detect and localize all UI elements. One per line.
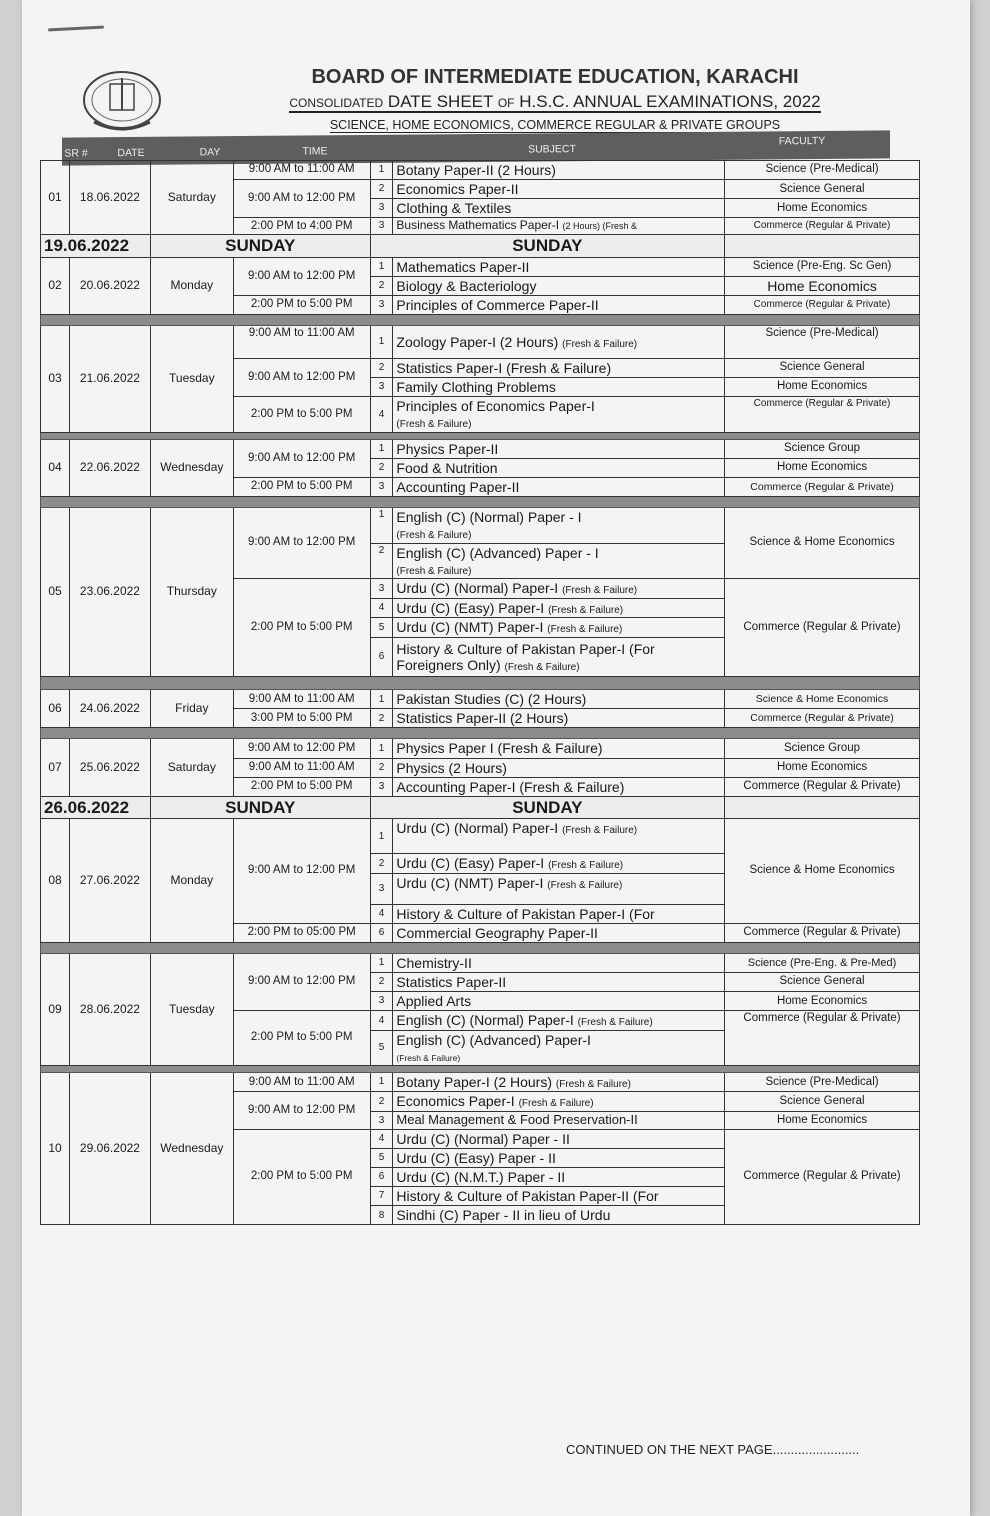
subject-note: (2 Hours) (Fresh & bbox=[562, 221, 637, 232]
table-row bbox=[41, 161, 920, 180]
faculty-cell: Commerce (Regular & Private) bbox=[725, 477, 920, 496]
col-subject: SUBJECT bbox=[528, 143, 576, 156]
day-cell: Wednesday bbox=[150, 439, 233, 496]
faculty-cell: Home Economics bbox=[725, 992, 920, 1011]
paper-number: 4 bbox=[370, 598, 393, 618]
separator-row bbox=[41, 432, 920, 439]
subject-cell: Urdu (C) (Normal) Paper - II bbox=[393, 1129, 725, 1148]
faculty-cell: Commerce (Regular & Private) bbox=[725, 295, 920, 314]
subject-text: Urdu (C) (NMT) Paper-I bbox=[396, 619, 544, 636]
paper-number: 2 bbox=[370, 180, 393, 199]
subject-cell: Pakistan Studies (C) (2 Hours) bbox=[393, 690, 725, 709]
faculty-cell: Science & Home Economics bbox=[725, 507, 920, 578]
paper-number: 1 bbox=[370, 1072, 393, 1092]
table-row bbox=[41, 325, 920, 358]
time-cell: 9:00 AM to 12:00 PM bbox=[233, 439, 370, 477]
groups-text: SCIENCE, HOME ECONOMICS, COMMERCE REGULAR & PRIVATE GROUPS bbox=[329, 118, 781, 132]
sr-cell: 01 bbox=[41, 161, 70, 235]
sunday-subject: SUNDAY bbox=[370, 796, 724, 819]
time-cell: 9:00 AM to 11:00 AM bbox=[233, 758, 370, 777]
subject-note: (Fresh & Failure) bbox=[396, 419, 472, 431]
subject-cell: Mathematics Paper-II bbox=[393, 257, 725, 276]
exam-title bbox=[120, 92, 990, 112]
paper-number: 3 bbox=[370, 378, 393, 397]
separator-row bbox=[41, 1065, 920, 1072]
faculty-cell: Commerce (Regular & Private) bbox=[725, 397, 920, 433]
separator-row bbox=[41, 496, 920, 507]
subject-cell bbox=[393, 854, 725, 874]
subject-note: (Fresh & Failure) bbox=[547, 624, 623, 636]
date-cell: 21.06.2022 bbox=[70, 325, 151, 432]
subject-note: (Fresh & Failure) bbox=[548, 604, 624, 616]
paper-number: 4 bbox=[370, 904, 393, 923]
faculty-cell: Commerce (Regular & Private) bbox=[725, 218, 920, 235]
time-cell: 2:00 PM to 5:00 PM bbox=[233, 295, 370, 314]
subject-text: Zoology Paper-I (2 Hours) bbox=[396, 333, 559, 350]
paper-number: 3 bbox=[370, 295, 393, 314]
paper-number: 5 bbox=[370, 1148, 393, 1167]
faculty-cell: Science General bbox=[725, 358, 920, 377]
subject-cell bbox=[393, 1092, 725, 1112]
paper-number: 3 bbox=[370, 777, 393, 796]
faculty-cell: Science Group bbox=[725, 739, 920, 758]
subject-cell bbox=[393, 618, 725, 638]
subject-text: English (C) (Advanced) Paper - I bbox=[396, 544, 599, 561]
paper-number: 1 bbox=[370, 507, 393, 543]
paper-number: 1 bbox=[370, 819, 393, 854]
subject-text: Urdu (C) (Easy) Paper-I bbox=[396, 855, 545, 872]
subject-text: Economics Paper-I bbox=[396, 1093, 515, 1110]
date-cell: 24.06.2022 bbox=[70, 690, 151, 728]
paper-number: 3 bbox=[370, 218, 393, 235]
subject-cell: Botany Paper-II (2 Hours) bbox=[393, 161, 725, 180]
paper-number: 1 bbox=[370, 690, 393, 709]
separator-row bbox=[41, 728, 920, 739]
col-faculty: FACULTY bbox=[778, 134, 826, 148]
exam-label: H.S.C. ANNUAL EXAMINATIONS, 2022 bbox=[519, 92, 821, 111]
sr-cell: 03 bbox=[41, 325, 70, 432]
date-cell: 23.06.2022 bbox=[70, 507, 151, 676]
paper-number: 2 bbox=[370, 758, 393, 777]
paper-number: 7 bbox=[370, 1187, 393, 1206]
subject-cell: Accounting Paper-II bbox=[393, 477, 725, 496]
paper-number: 6 bbox=[370, 923, 393, 942]
subject-cell bbox=[393, 543, 725, 579]
time-cell: 9:00 AM to 11:00 AM bbox=[233, 161, 370, 180]
time-cell: 9:00 AM to 12:00 PM bbox=[233, 819, 370, 924]
subject-cell: Statistics Paper-II bbox=[393, 973, 725, 992]
date-sheet-table bbox=[40, 160, 920, 1225]
faculty-cell: Home Economics bbox=[725, 1111, 920, 1129]
subject-cell: Statistics Paper-II (2 Hours) bbox=[393, 709, 725, 728]
board-title: BOARD OF INTERMEDIATE EDUCATION, KARACHI bbox=[311, 66, 799, 88]
time-cell: 2:00 PM to 5:00 PM bbox=[233, 579, 370, 677]
subject-cell bbox=[393, 1072, 725, 1092]
paper-number: 4 bbox=[370, 1129, 393, 1148]
paper-number: 4 bbox=[370, 1011, 393, 1031]
sunday-faculty bbox=[725, 796, 920, 819]
table-row bbox=[41, 257, 920, 276]
faculty-cell: Home Economics bbox=[725, 276, 920, 295]
faculty-cell: Home Economics bbox=[725, 458, 920, 477]
paper-number: 2 bbox=[370, 358, 393, 377]
day-cell: Saturday bbox=[150, 739, 233, 796]
paper-number: 3 bbox=[370, 1111, 393, 1129]
subject-text: Botany Paper-I (2 Hours) bbox=[396, 1073, 553, 1090]
separator-cell bbox=[41, 432, 920, 439]
faculty-cell: Commerce (Regular & Private) bbox=[725, 1011, 920, 1066]
subject-text: Urdu (C) (Normal) Paper-I bbox=[396, 820, 559, 837]
paper-number: 2 bbox=[370, 543, 393, 579]
paper-number: 2 bbox=[370, 1092, 393, 1112]
date-cell: 22.06.2022 bbox=[70, 439, 151, 496]
subject-text: Urdu (C) (Easy) Paper-I bbox=[396, 599, 545, 616]
time-cell: 2:00 PM to 4:00 PM bbox=[233, 218, 370, 235]
subject-cell: Biology & Bacteriology bbox=[393, 276, 725, 295]
col-day: DAY bbox=[199, 146, 221, 159]
separator-row bbox=[41, 942, 920, 953]
time-cell: 9:00 AM to 12:00 PM bbox=[233, 180, 370, 218]
table-row bbox=[41, 739, 920, 758]
table-row bbox=[41, 690, 920, 709]
subject-cell: History & Culture of Pakistan Paper-I (For bbox=[393, 904, 725, 923]
faculty-cell: Home Economics bbox=[725, 758, 920, 777]
date-sheet-label: DATE SHEET bbox=[387, 92, 494, 111]
table-row bbox=[41, 819, 920, 854]
time-cell: 9:00 AM to 12:00 PM bbox=[233, 257, 370, 295]
day-cell: Monday bbox=[150, 257, 233, 314]
paper-number: 2 bbox=[370, 973, 393, 992]
separator-cell bbox=[41, 677, 920, 690]
subject-text: English (C) (Normal) Paper-I bbox=[396, 1012, 574, 1029]
time-cell: 3:00 PM to 5:00 PM bbox=[233, 709, 370, 728]
subject-cell: Urdu (C) (Easy) Paper - II bbox=[393, 1148, 725, 1167]
subject-cell: Physics (2 Hours) bbox=[393, 758, 725, 777]
table-row bbox=[41, 1072, 920, 1092]
day-cell: Tuesday bbox=[150, 325, 233, 432]
continued-note: CONTINUED ON THE NEXT PAGE........................ bbox=[566, 1442, 860, 1457]
faculty-cell: Commerce (Regular & Private) bbox=[725, 709, 920, 728]
faculty-cell: Commerce (Regular & Private) bbox=[725, 777, 920, 796]
faculty-cell: Science (Pre-Medical) bbox=[725, 1072, 920, 1092]
day-cell: Friday bbox=[150, 690, 233, 728]
subject-note: (Fresh & Failure) bbox=[562, 585, 638, 597]
separator-row bbox=[41, 314, 920, 325]
subject-cell: Sindhi (C) Paper - II in lieu of Urdu bbox=[393, 1206, 725, 1225]
paper-number: 4 bbox=[370, 397, 393, 433]
subject-cell bbox=[393, 637, 725, 677]
time-cell: 2:00 PM to 5:00 PM bbox=[233, 477, 370, 496]
sunday-date: 19.06.2022 bbox=[41, 235, 151, 258]
faculty-cell: Commerce (Regular & Private) bbox=[725, 579, 920, 677]
subject-cell: Statistics Paper-I (Fresh & Failure) bbox=[393, 358, 725, 377]
subject-note: (Fresh & Failure) bbox=[577, 1017, 653, 1029]
faculty-cell: Science General bbox=[725, 973, 920, 992]
faculty-cell: Science (Pre-Medical) bbox=[725, 161, 920, 180]
subject-cell bbox=[393, 873, 725, 904]
subject-cell bbox=[393, 325, 725, 358]
day-cell: Saturday bbox=[150, 161, 233, 235]
day-cell: Monday bbox=[150, 819, 233, 943]
date-cell: 27.06.2022 bbox=[70, 819, 151, 943]
sr-cell: 02 bbox=[41, 257, 70, 314]
subject-text: Urdu (C) (Normal) Paper-I bbox=[396, 580, 559, 597]
of-label: OF bbox=[497, 96, 515, 110]
faculty-cell: Science (Pre-Eng. & Pre-Med) bbox=[725, 953, 920, 972]
subject-note: (Fresh & Failure) bbox=[396, 1052, 461, 1063]
paper-number: 1 bbox=[370, 439, 393, 458]
time-cell: 9:00 AM to 12:00 PM bbox=[233, 1092, 370, 1129]
sr-cell: 05 bbox=[41, 507, 70, 676]
subject-note: (Fresh & Failure) bbox=[518, 1098, 594, 1110]
subject-cell: Food & Nutrition bbox=[393, 458, 725, 477]
subject-cell: Physics Paper I (Fresh & Failure) bbox=[393, 739, 725, 758]
subject-note: (Fresh & Failure) bbox=[562, 338, 638, 350]
time-cell: 2:00 PM to 5:00 PM bbox=[233, 777, 370, 796]
date-cell: 20.06.2022 bbox=[70, 257, 151, 314]
subject-cell: Commercial Geography Paper-II bbox=[393, 923, 725, 942]
faculty-cell: Science & Home Economics bbox=[725, 690, 920, 709]
col-sr: SR # bbox=[64, 147, 88, 160]
paper-number: 3 bbox=[370, 873, 393, 904]
time-cell: 9:00 AM to 11:00 AM bbox=[233, 690, 370, 709]
time-cell: 2:00 PM to 5:00 PM bbox=[233, 1011, 370, 1066]
subject-cell bbox=[393, 397, 725, 433]
paper-number: 1 bbox=[370, 325, 393, 358]
subject-note: (Fresh & Failure) bbox=[396, 530, 472, 542]
sr-cell: 07 bbox=[41, 739, 70, 796]
subject-note: (Fresh & Failure) bbox=[562, 825, 638, 837]
subject-note: (Fresh & Failure) bbox=[555, 1078, 631, 1090]
subject-cell: Principles of Commerce Paper-II bbox=[393, 295, 725, 314]
paper-number: 3 bbox=[370, 199, 393, 218]
subject-cell: History & Culture of Pakistan Paper-II (For bbox=[393, 1187, 725, 1206]
sunday-date: 26.06.2022 bbox=[41, 796, 151, 819]
table-row bbox=[41, 439, 920, 458]
subject-cell bbox=[393, 1030, 725, 1065]
subject-note: (Fresh & Failure) bbox=[547, 879, 623, 891]
paper-number: 2 bbox=[370, 854, 393, 874]
subject-cell: Clothing & Textiles bbox=[393, 199, 725, 218]
separator-cell bbox=[41, 942, 920, 953]
separator-row bbox=[41, 677, 920, 690]
time-cell: 9:00 AM to 12:00 PM bbox=[233, 739, 370, 758]
subject-text: Urdu (C) (NMT) Paper-I bbox=[396, 874, 544, 891]
paper-number: 3 bbox=[370, 579, 393, 599]
time-cell: 2:00 PM to 5:00 PM bbox=[233, 397, 370, 433]
faculty-cell: Science General bbox=[725, 1092, 920, 1112]
faculty-cell: Science General bbox=[725, 180, 920, 199]
separator-cell bbox=[41, 728, 920, 739]
separator-cell bbox=[41, 1065, 920, 1072]
subject-cell: Economics Paper-II bbox=[393, 180, 725, 199]
faculty-cell: Home Economics bbox=[725, 378, 920, 397]
paper-number: 6 bbox=[370, 1168, 393, 1187]
time-cell: 9:00 AM to 12:00 PM bbox=[233, 507, 370, 578]
day-cell: Tuesday bbox=[150, 953, 233, 1065]
time-cell: 2:00 PM to 05:00 PM bbox=[233, 923, 370, 942]
subject-cell: Meal Management & Food Preservation-II bbox=[393, 1111, 725, 1129]
time-cell: 9:00 AM to 11:00 AM bbox=[233, 325, 370, 358]
sr-cell: 10 bbox=[41, 1072, 70, 1224]
paper-number: 1 bbox=[370, 953, 393, 972]
sunday-row bbox=[41, 796, 920, 819]
paper-number: 1 bbox=[370, 257, 393, 276]
faculty-cell: Science & Home Economics bbox=[725, 819, 920, 924]
subject-text: English (C) (Advanced) Paper-I bbox=[396, 1031, 591, 1048]
faculty-cell: Commerce (Regular & Private) bbox=[725, 1129, 920, 1224]
subject-cell bbox=[393, 819, 725, 854]
faculty-cell: Science (Pre-Eng. Sc Gen) bbox=[725, 257, 920, 276]
faculty-cell: Commerce (Regular & Private) bbox=[725, 923, 920, 942]
consolidated-label: CONSOLIDATED bbox=[289, 96, 384, 110]
sunday-day: SUNDAY bbox=[150, 235, 370, 258]
table-row bbox=[41, 507, 920, 543]
subject-cell: Family Clothing Problems bbox=[393, 378, 725, 397]
time-cell: 9:00 AM to 12:00 PM bbox=[233, 358, 370, 396]
subject-cell: Physics Paper-II bbox=[393, 439, 725, 458]
paper-number: 6 bbox=[370, 637, 393, 677]
date-cell: 29.06.2022 bbox=[70, 1072, 151, 1224]
subject-text: English (C) (Normal) Paper - I bbox=[396, 508, 582, 525]
paper-number: 8 bbox=[370, 1206, 393, 1225]
time-cell: 9:00 AM to 12:00 PM bbox=[233, 953, 370, 1010]
date-cell: 18.06.2022 bbox=[70, 161, 151, 235]
subject-cell bbox=[393, 1011, 725, 1031]
paper-number: 2 bbox=[370, 458, 393, 477]
time-cell: 9:00 AM to 11:00 AM bbox=[233, 1072, 370, 1092]
day-cell: Thursday bbox=[150, 507, 233, 676]
subject-cell: Accounting Paper-I (Fresh & Failure) bbox=[393, 777, 725, 796]
sr-cell: 06 bbox=[41, 690, 70, 728]
subject-cell bbox=[393, 507, 725, 543]
faculty-cell: Home Economics bbox=[725, 199, 920, 218]
col-time: TIME bbox=[302, 145, 328, 158]
subject-note: (Fresh & Failure) bbox=[548, 860, 624, 872]
sr-cell: 09 bbox=[41, 953, 70, 1065]
subject-cell bbox=[393, 579, 725, 599]
paper-number: 1 bbox=[370, 161, 393, 180]
subject-cell bbox=[393, 598, 725, 618]
col-date: DATE bbox=[117, 146, 145, 160]
paper-number: 5 bbox=[370, 1030, 393, 1065]
subject-cell: Chemistry-II bbox=[393, 953, 725, 972]
subject-cell: Urdu (C) (N.M.T.) Paper - II bbox=[393, 1168, 725, 1187]
day-cell: Wednesday bbox=[150, 1072, 233, 1224]
paper-number: 2 bbox=[370, 276, 393, 295]
subject-text: Principles of Economics Paper-I bbox=[396, 398, 595, 415]
subject-cell: Applied Arts bbox=[393, 992, 725, 1011]
subject-text: History & Culture of Pakistan Paper-I (For Foreigners Only) bbox=[396, 640, 655, 673]
paper-number: 3 bbox=[370, 992, 393, 1011]
paper-number: 3 bbox=[370, 477, 393, 496]
date-cell: 28.06.2022 bbox=[70, 953, 151, 1065]
paper-number: 2 bbox=[370, 709, 393, 728]
sr-cell: 04 bbox=[41, 439, 70, 496]
paper-number: 1 bbox=[370, 739, 393, 758]
paper-number: 5 bbox=[370, 618, 393, 638]
subject-note: (Fresh & Failure) bbox=[504, 661, 580, 673]
faculty-cell: Science (Pre-Medical) bbox=[725, 325, 920, 358]
table-row bbox=[41, 953, 920, 972]
subject-cell bbox=[393, 218, 725, 235]
subject-note: (Fresh & Failure) bbox=[396, 565, 472, 577]
sr-cell: 08 bbox=[41, 819, 70, 943]
sunday-subject: SUNDAY bbox=[370, 235, 724, 258]
faculty-cell: Science Group bbox=[725, 439, 920, 458]
sunday-day: SUNDAY bbox=[150, 796, 370, 819]
subject-text: Business Mathematics Paper-I bbox=[396, 218, 560, 233]
sunday-row bbox=[41, 235, 920, 258]
separator-cell bbox=[41, 496, 920, 507]
date-cell: 25.06.2022 bbox=[70, 739, 151, 796]
time-cell: 2:00 PM to 5:00 PM bbox=[233, 1129, 370, 1224]
sunday-faculty bbox=[725, 235, 920, 258]
separator-cell bbox=[41, 314, 920, 325]
